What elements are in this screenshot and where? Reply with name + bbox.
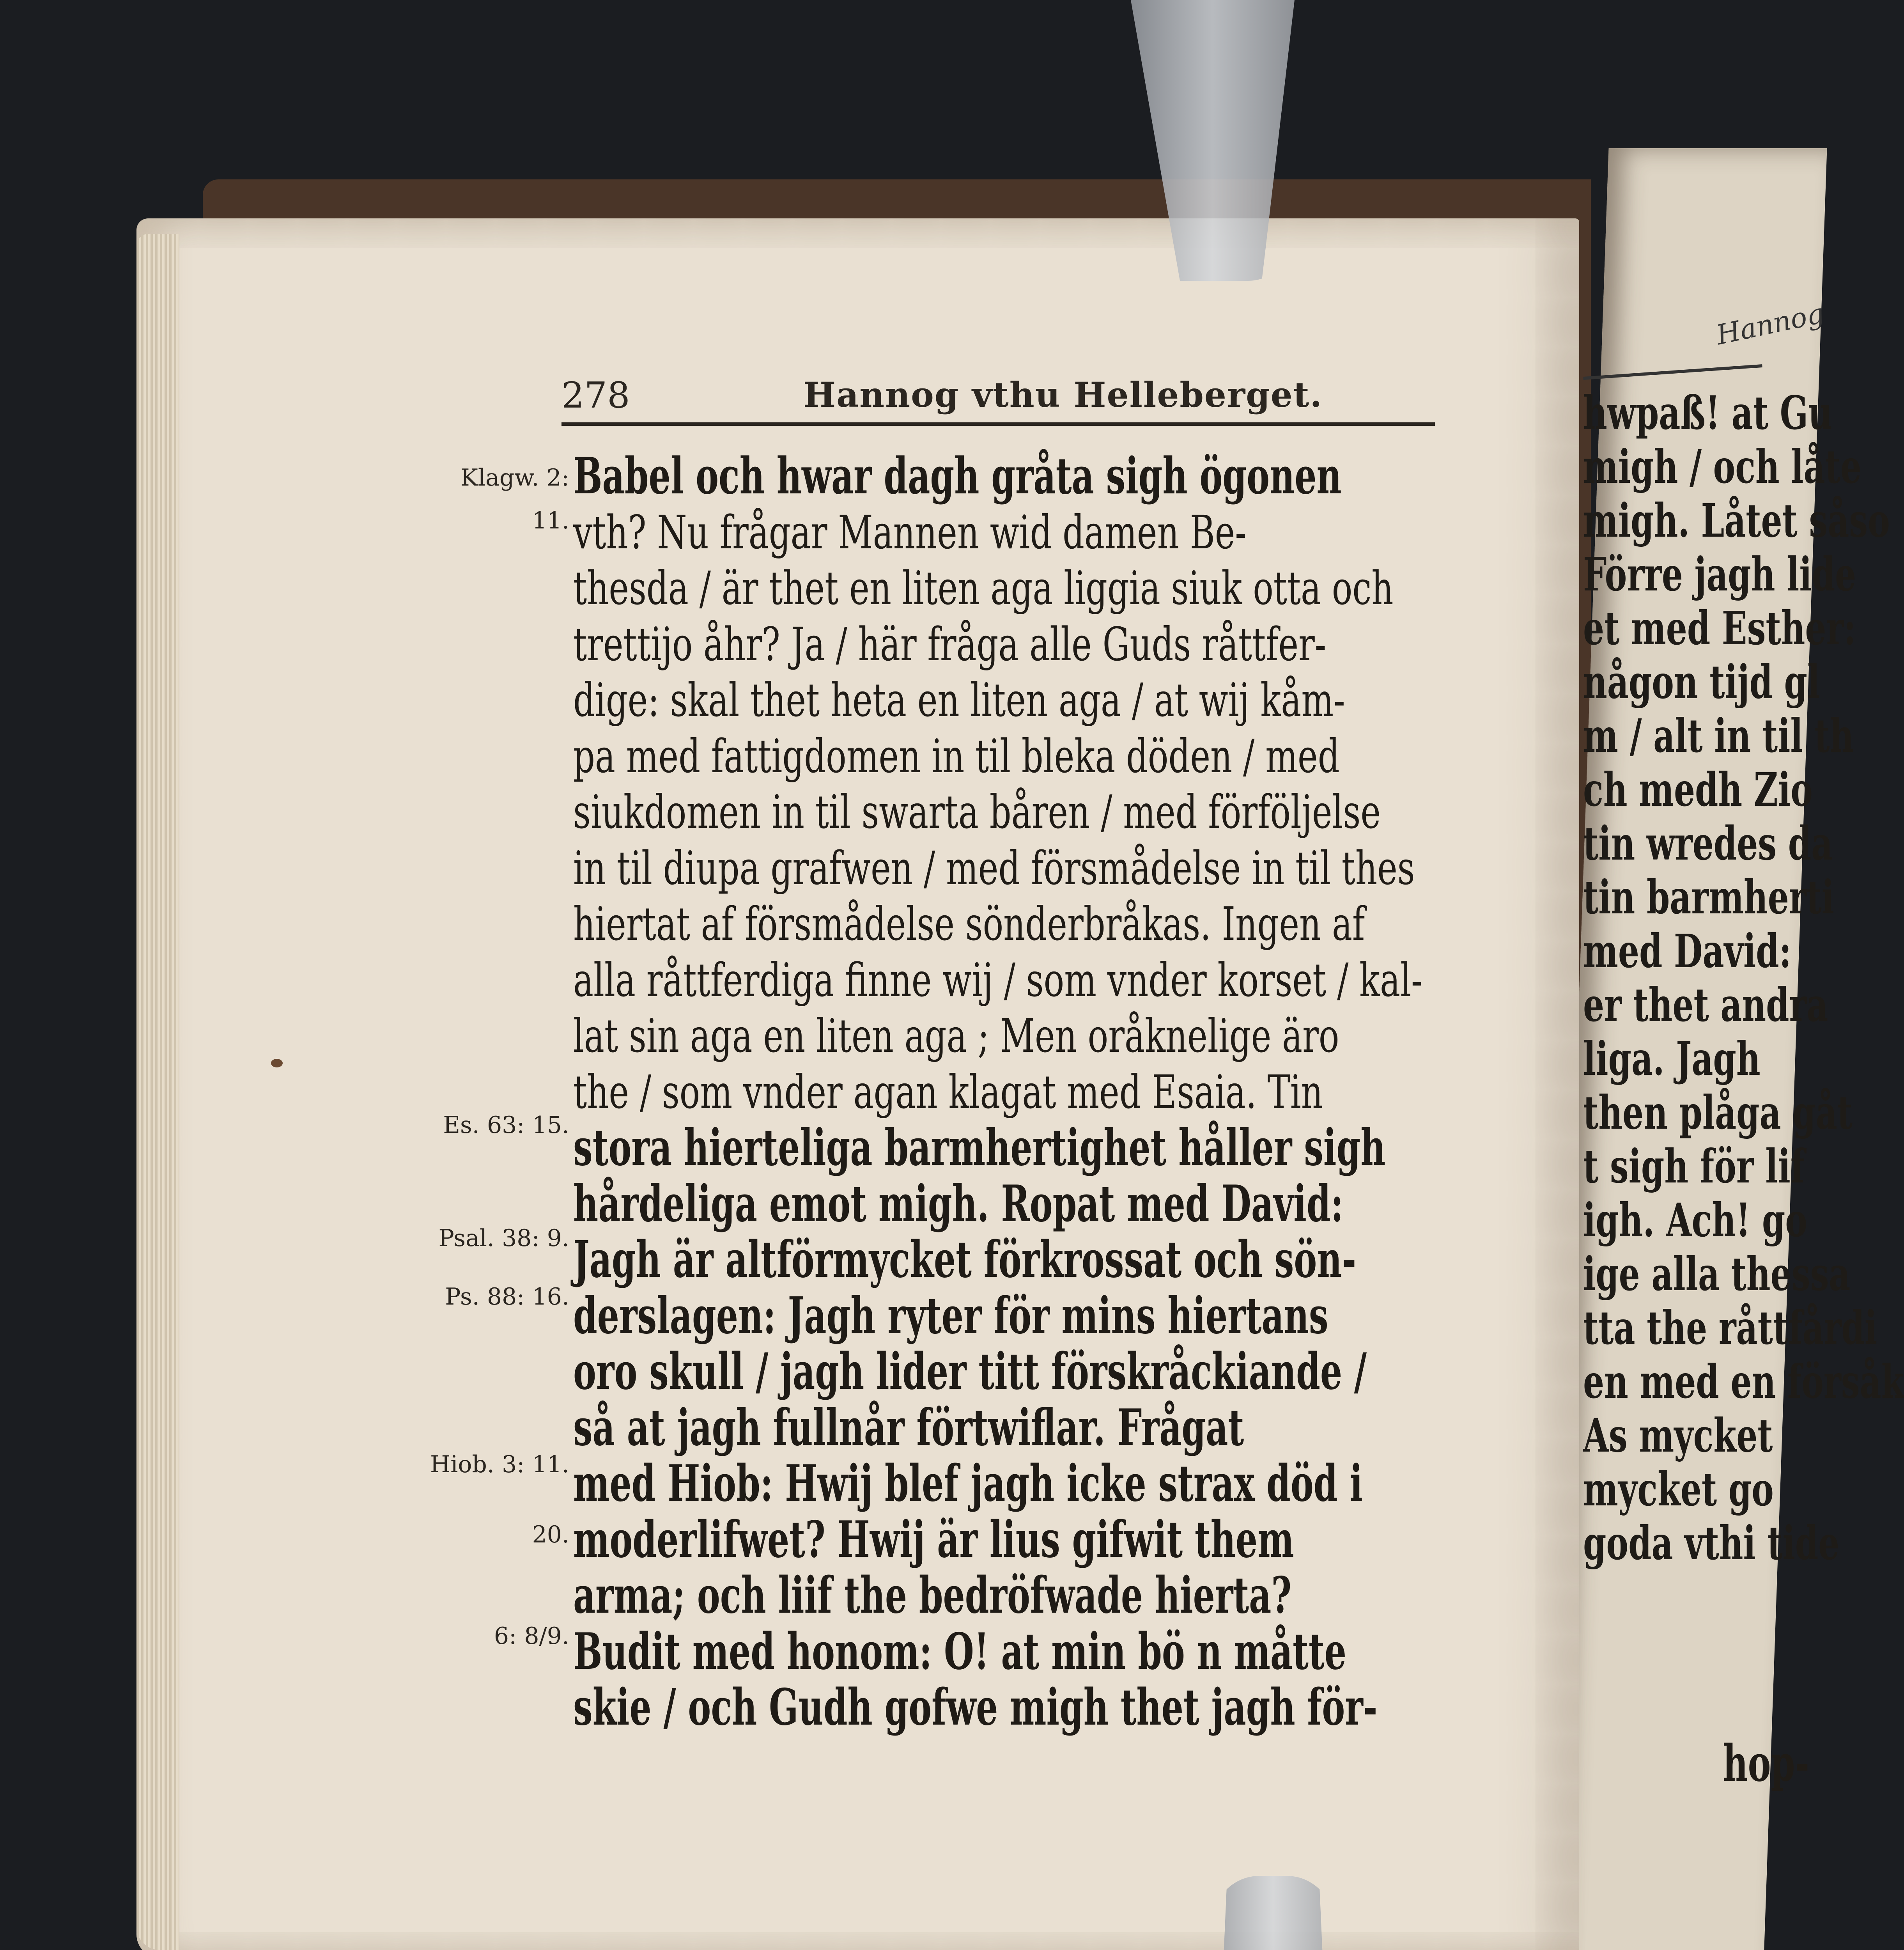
margin-note: Hiob. 3: 11. [430, 1451, 569, 1478]
text-line: så at jagh fullnår förtwiflar. Frågat [573, 1398, 1244, 1457]
text-line: trettijo åhr? Ja / här fråga alle Guds råttfer- [573, 617, 1327, 671]
facing-line: tin barmherti [1583, 870, 1835, 924]
facing-line: tta the råttfårdi [1583, 1301, 1877, 1355]
facing-line: goda vthi tide [1583, 1516, 1840, 1570]
margin-note: 11. [532, 507, 569, 534]
paper-stain [271, 1059, 283, 1067]
text-line: derslagen: Jagh ryter för mins hiertans [573, 1286, 1328, 1345]
facing-line: en med en försåk [1583, 1354, 1904, 1409]
facing-line: liga. Jagh [1583, 1032, 1761, 1086]
facing-line: mycket go [1583, 1462, 1774, 1516]
text-line: vth? Nu frågar Mannen wid damen Be- [573, 505, 1247, 559]
text-line: pa med fattigdomen in til bleka döden / med [573, 729, 1340, 783]
text-line: lat sin aga en liten aga ; Men oråknelige äro [573, 1009, 1339, 1063]
text-line: moderlifwet? Hwij är lius gifwit them [573, 1510, 1294, 1569]
text-line: alla råttferdiga finne wij / som vnder korset / kal- [573, 953, 1423, 1007]
facing-line: igh. Ach! go [1583, 1193, 1807, 1247]
text-line: Babel och hwar dagh gråta sigh ögonen [573, 447, 1342, 505]
running-title: Hannog vthu Helleberget. [803, 374, 1323, 415]
facing-line: ch medh Zio [1583, 762, 1813, 817]
text-line: hårdeliga emot migh. Ropat med David: [573, 1174, 1344, 1233]
header-rule [561, 422, 1435, 426]
text-line: med Hiob: Hwij blef jagh icke strax död i [573, 1454, 1363, 1513]
facing-line: then plåga gåt [1583, 1085, 1853, 1140]
margin-note: Es. 63: 15. [443, 1112, 569, 1139]
page-edges [136, 234, 179, 1950]
facing-line: er thet andra [1583, 978, 1828, 1032]
text-line: stora hierteliga barmhertighet håller sigh [573, 1119, 1386, 1177]
text-line: skie / och Gudh gofwe migh thet jagh för- [573, 1678, 1378, 1737]
facing-line: tin wredes da [1583, 816, 1833, 870]
text-line: thesda / är thet en liten aga liggia siuk otta och [573, 561, 1394, 615]
facing-page-text [1583, 386, 1904, 1570]
facing-line: As mycket [1583, 1408, 1773, 1462]
facing-line: migh. Låtet såso [1583, 493, 1890, 548]
facing-line: et med Esther: [1583, 601, 1856, 655]
text-line: Jagh är altförmycket förkrossat och sön- [573, 1230, 1357, 1289]
margin-note: Psal. 38: 9. [438, 1225, 569, 1252]
text-line: dige: skal thet heta en liten aga / at wij kåm- [573, 673, 1345, 727]
facing-line: hwpaß! at Gu [1583, 386, 1832, 440]
margin-note: 6: 8/9. [494, 1622, 569, 1650]
facing-line: någon tijd gl [1583, 655, 1820, 709]
facing-line: m / alt in til th [1583, 709, 1854, 763]
margin-note: Klagw. 2: [461, 464, 569, 491]
page-number: 278 [561, 374, 630, 416]
catchword: hop- [1723, 1734, 1809, 1793]
facing-page-header: Hannog [1713, 297, 1827, 351]
margin-note: 20. [532, 1521, 569, 1548]
margin-note: Ps. 88: 16. [445, 1283, 569, 1310]
facing-line: Förre jagh lide [1583, 547, 1856, 601]
facing-line: migh / och låte [1583, 440, 1861, 494]
page-header [561, 374, 1435, 421]
facing-line: ige alla thessa [1583, 1247, 1851, 1301]
facing-line: t sigh för lif [1583, 1139, 1805, 1193]
text-line: Budit med honom: O! at min bö n måtte [573, 1622, 1346, 1681]
text-line: hiertat af försmådelse sönderbråkas. Ingen af [573, 897, 1365, 951]
text-line: arma; och liif the bedröfwade hierta? [573, 1566, 1292, 1625]
bottom-page-clip [1213, 1876, 1334, 1950]
text-line: the / som vnder agan klagat med Esaia. Tin [573, 1065, 1323, 1119]
text-line: oro skull / jagh lider titt förskråckiande / [573, 1342, 1367, 1401]
facing-line: med David: [1583, 924, 1792, 978]
text-line: in til diupa grafwen / med försmådelse in til thes [573, 841, 1415, 895]
text-line: siukdomen in til swarta båren / med förföljelse [573, 785, 1381, 839]
